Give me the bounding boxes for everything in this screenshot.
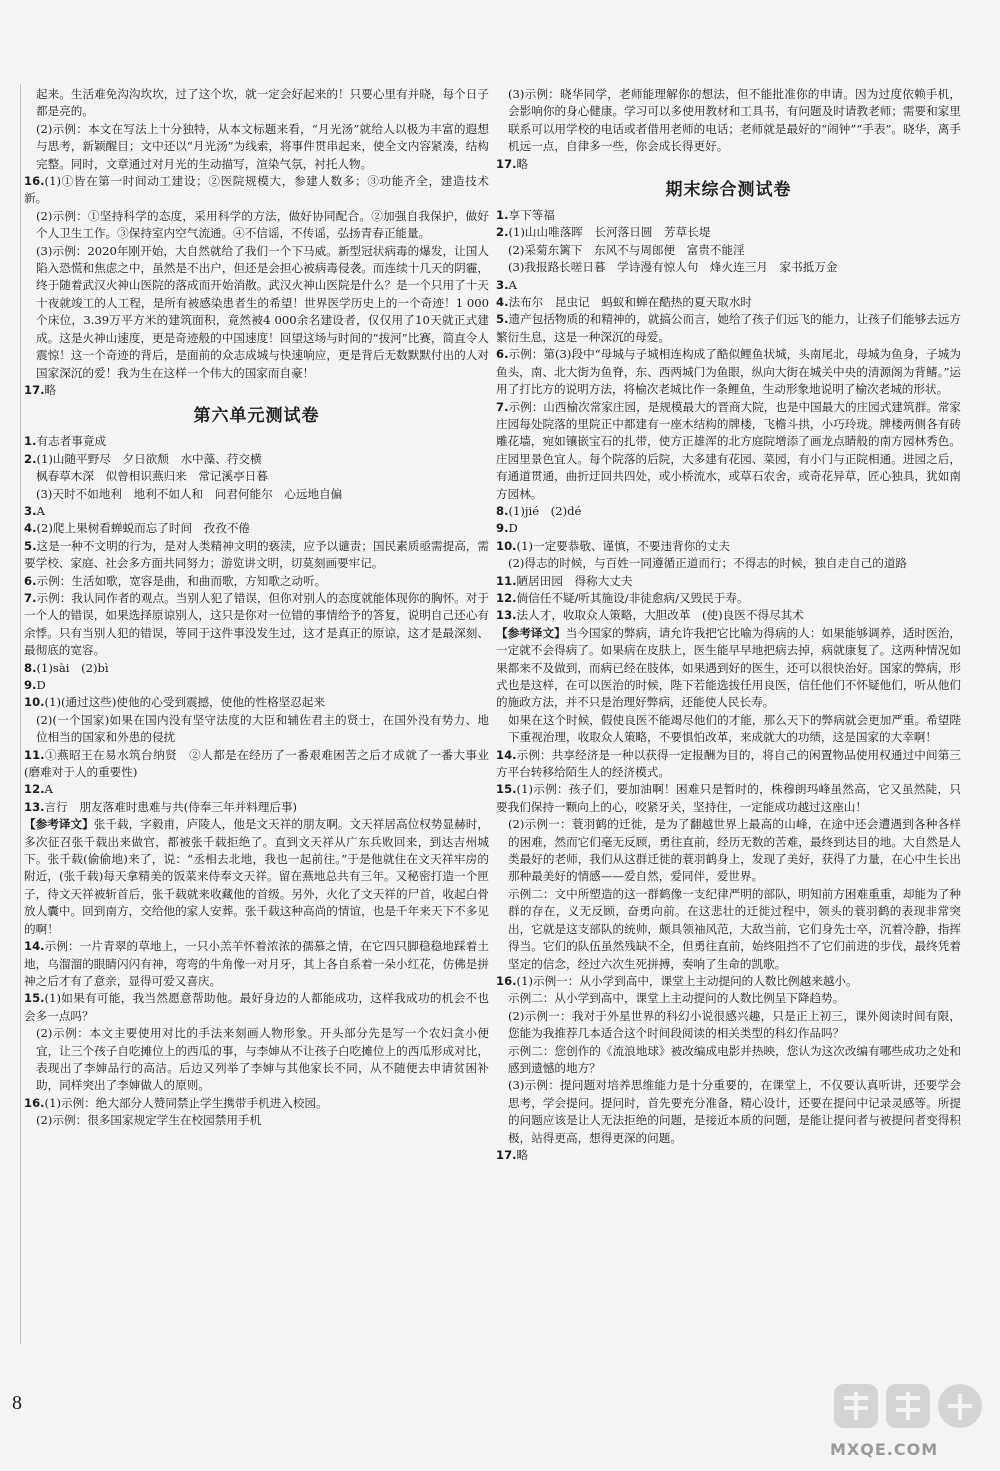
answer-text: A <box>44 782 53 797</box>
answer-text: 陋居田园 得称大丈夫 <box>516 573 633 588</box>
answer-item <box>24 503 489 520</box>
question-number: 8. <box>24 660 37 675</box>
section-title-final: 期末综合测试卷 <box>665 180 792 201</box>
answer-text: D <box>508 521 518 536</box>
answer-text: 倘信任不疑/听其施设/非徒愈病/又毁民于寿。 <box>516 590 749 605</box>
answer-text: (2)爬上果树看蝉蜕而忘了时间 孜孜不倦 <box>36 521 251 536</box>
question-number: 6. <box>24 573 37 588</box>
answer-text: (2)采菊东篱下 东风不与周郎便 富贵不能淫 <box>508 242 745 257</box>
answer-text: (2)示例：很多国家规定学生在校园禁用手机 <box>36 1113 262 1128</box>
answer-text: 略 <box>516 1147 529 1162</box>
answer-text: 示例：一片青翠的草地上，一只小羔羊怀着浓浓的孺慕之情，在它四只脚稳稳地踩着土地，乌溜溜的眼睛闪闪有神，弯弯的牛角像一对月牙，其上各自系着一朵小红花，仿佛是拼神之后才有了意亲，显得可爱又喜庆。 <box>24 939 489 988</box>
answer-item <box>24 747 489 782</box>
answer-item <box>496 520 961 537</box>
question-number: 14. <box>24 939 45 954</box>
reference-label: 【参考译文】 <box>496 625 566 640</box>
question-number: 7. <box>496 399 509 414</box>
question-number: 17. <box>496 156 517 171</box>
answer-paragraph <box>24 1112 489 1129</box>
question-number: 17. <box>496 1147 517 1162</box>
answer-text: (3)示例：提问题对培养思维能力是十分重要的，在课堂上，不仅要认真听讲，还要学会思考，学会提问。提问时，首先要充分准备，精心设计，还要在提问中记录灵感等。所提的问题应该是让人无法拒绝的问题，是接近本质的问题，是能让提问者与被提问者变得积极，站得更高，想得更深的问题。 <box>508 1078 961 1145</box>
answer-text: (3)天时不如地利 地利不如人和 问君何能尔 心远地自偏 <box>36 486 343 501</box>
question-number: 5. <box>496 312 509 327</box>
answer-paragraph <box>24 468 489 485</box>
answer-paragraph <box>496 886 961 973</box>
answer-paragraph <box>496 712 961 747</box>
answer-paragraph <box>24 486 489 503</box>
answer-text: 起来。生活难免沟沟坎坎，过了这个坎，就一定会好起来的！只要心里有并晓，每个日子都是亮的。 <box>36 87 489 119</box>
answer-text: 遗产包括物质的和精神的，就搞公而言，她给了孩子们远飞的能力，让孩子们能够去远方繁衍生息，这是一种深沉的母爱。 <box>496 312 961 344</box>
answer-item <box>496 973 961 990</box>
right-top-block <box>496 86 961 173</box>
left-margin-rule <box>20 84 21 1344</box>
answer-paragraph <box>496 1077 961 1147</box>
answer-text: 示例二：文中所塑造的这一群鹤像一支纪律严明的部队，明知前方困难重重，却能为了种群的存在，义无反顾，奋勇向前。在这悲壮的迁徙过程中，领头的蓑羽鹤的表现非常突出，它就是这支部队的统帅，颇具领袖风范，大敌当前，它们身先士卒，沉着冷静，指挥得当。它们的队伍虽然残缺不全，但勇往直前，始终阻挡不了它们前进的步伐，最终凭着坚定的信念，经过六次生死拼搏，奏响了生命的凯歌。 <box>508 886 961 971</box>
answer-text: 示例：我认同作者的观点。当别人犯了错误，但你对别人的态度就能体现你的胸怀。对于一个人的错误，如果选择原谅别人，这只是你对一位错的事情给予的答复，说明自己还心有余悸。只有当别人犯的错误，等同于这件事没发生过，这才是真正的原谅，这才是最深刻、最彻底的宽容。 <box>24 590 489 658</box>
question-number: 1. <box>24 434 37 449</box>
answer-item <box>24 694 489 711</box>
answer-item <box>24 781 489 798</box>
answer-paragraph <box>496 242 961 259</box>
reference-translation <box>24 816 489 938</box>
answer-text: 示例：第(3)段中“母城与子城相连构成了酷似鲤鱼状城，头南尾北，母城为鱼身，子城为鱼头，南、北大街为鱼脊，东、西两城门为鱼眼，纵向大街在城关中央的清源阁为背鳍。”运用了打比方的说明方法，将榆次老城比作一条鲤鱼，生动形象地说明了榆次老城的形状。 <box>496 347 961 397</box>
question-number: 9. <box>24 678 37 692</box>
answer-text: 有志者事竟成 <box>36 434 107 449</box>
question-number: 15. <box>24 991 45 1006</box>
answer-text: (1)sài (2)bì <box>36 660 109 675</box>
answer-text: ①燕昭王在易水筑台纳贤 ②人都是在经历了一番艰难困苦之后才成就了一番大事业(磨难对于人的重要性) <box>24 747 489 780</box>
answer-text: 这是一种不文明的行为，是对人类精神文明的亵渎，应予以谴责；国民素质亟需提高，需要学校、家庭、社会多方面共同努力；游览讲文明，切莫刻画要牢记。 <box>24 538 489 571</box>
answer-item <box>496 311 961 346</box>
question-number: 3. <box>24 503 37 518</box>
reference-label: 【参考译文】 <box>24 817 94 832</box>
answer-item <box>496 1147 961 1164</box>
question-number: 2. <box>24 451 37 466</box>
question-number: 16. <box>496 973 517 988</box>
question-number: 5. <box>24 538 37 553</box>
answer-paragraph <box>496 990 961 1007</box>
question-number: 11. <box>24 747 45 762</box>
answer-text: A <box>36 503 45 518</box>
answer-text: A <box>508 277 517 292</box>
answer-text: (1)如果有可能，我当然愿意帮助他。最好身边的人都能成功，这样我成功的机会不也会多一点吗？ <box>24 991 489 1023</box>
answer-paragraph <box>496 259 961 276</box>
question-number: 6. <box>496 347 509 362</box>
answer-paragraph <box>24 712 489 747</box>
answer-item <box>496 503 961 520</box>
answer-item <box>496 399 961 503</box>
answer-item <box>24 938 489 990</box>
answer-text: 法布尔 昆虫记 蚂蚁和蝉在酷热的夏天取水时 <box>508 295 752 310</box>
answer-text: (1)山山唯落晖 长河落日圆 芳草长堤 <box>508 225 711 240</box>
answer-paragraph <box>496 816 961 886</box>
answer-paragraph <box>24 121 489 173</box>
question-number: 12. <box>24 782 45 797</box>
answer-text: (3)示例：晓华同学，老师能理解你的想法，但不能批准你的申请。因为过度依赖手机，会影响你的身心健康。学习可以多使用教材和工具书，有问题及时请教老师；需要和家里联系可以用学校的电话或者借用老师的电话；老师就是最好的“闹钟”“手表”。晓华，离手机远一点，自律多一些，你会成长得更好。 <box>508 87 961 154</box>
answer-item <box>24 660 489 677</box>
answer-item <box>496 781 961 816</box>
answer-text: (1)一定要恭敬、谨慎，不要违背你的丈夫 <box>516 538 731 553</box>
answer-text: (3)示例：2020年刚开始，大自然就给了我们一个下马威。新型冠状病毒的爆发，让国人陷入恐慌和焦虑之中，虽然是不出户，但还是会担心被病毒侵袭。而连续十几天的阴霾，终于随着武汉火神山医院的落成而开始消散。武汉火神山医院是什么？是一个只用了十天十夜就竣工的人工程，是所有被感染患者生的希望！世界医学历史上的一个奇迹！1 000个床位，3.39万平方米的建筑面积，竟然被4 000余名建设者，仅仅用了10天就正式建成。这是火神山速度，更是奇迹般的中国速度！回望这场与时间的“拔河”比赛，简直令人震惊！这一个奇迹的背后，是面前的众志成城与快速响应，更是背后无数默默付出的人对国家深沉的爱！我为生在这样一个伟大的国家而自豪！ <box>36 243 489 380</box>
page-number: 8 <box>12 1392 22 1414</box>
left-top-block <box>24 86 489 399</box>
watermark-site: MXQE.COM <box>830 1440 939 1459</box>
answer-item <box>496 607 961 624</box>
answer-text: 示例：共享经济是一种以获得一定报酬为目的，将自己的闲置物品使用权通过中间第三方平台转移给陌生人的经济模式。 <box>496 747 961 780</box>
left-section-items <box>24 433 489 1129</box>
answer-text: 示例：生活如歌，宽容是曲，和曲而歌，方知歌之动听。 <box>36 573 327 588</box>
answer-item <box>24 173 489 208</box>
answer-text: 当今国家的弊病，请允许我把它比喻为得病的人：如果能够调养，适时医治，一定就不会得病了。如果病在皮肤上，医生能早早地把病去掉，病就康复了。这两种情况如果都来不及做到，而病已经在肢体，如果遇到好的医生，还可以很快治好。国家的弊病，形式也是这样，在可以医治的时候，陛下若能选拔任用良医，信任他们不怀疑他们，听从他们的施政方法，并不只是治理好弊病，还能使人民长寿。 <box>496 625 961 710</box>
answer-paragraph <box>24 243 489 382</box>
answer-text: (1)示例一：从小学到高中，课堂上主动提问的人数比例越来越小。 <box>516 973 858 988</box>
answer-text: 示例二：从小学到高中，课堂上主动提问的人数比例呈下降趋势。 <box>508 991 845 1006</box>
answer-text: (1)①皆在第一时间动工建设；②医院规模大，参建人数多；③功能齐全，建造技术新。 <box>24 174 489 206</box>
answer-text: (2)示例：本文主要使用对比的手法来刻画人物形象。开头部分先是写一个农妇贪小便宜，让三个孩子自吃摊位上的西瓜的事，与李婶从不让孩子白吃摊位上的西瓜形成对比，表现出了李婶品行的高洁。后边又列举了李婶与其他家长不同，从不随便去申请贫困补助，同样突出了李婶做人的原则。 <box>36 1026 489 1093</box>
question-number: 17. <box>24 382 45 397</box>
right-column <box>496 86 961 1164</box>
question-number: 11. <box>496 573 517 588</box>
answer-text: (2)示例一：蓑羽鹤的迁徙，是为了翻越世界上最高的山峰，在途中还会遭遇到各种各样的困难，然而它们毫无反顾，勇往直前，经历无数的苦难，最终到达目的地。大自然是人类最好的老师，我们从这群迁徙的蓑羽鹤身上，发现了美好，获得了力量，在心中生长出那种最美好的情感——爱自然，爱同伴，爱世界。 <box>508 817 961 884</box>
answer-text: 法人才，收取众人策略，大胆改革 (使)良医不得尽其术 <box>516 608 804 623</box>
answer-text: 略 <box>44 382 57 397</box>
left-column <box>24 86 489 1130</box>
answer-text: 张千载，字毅甫，庐陵人，他是文天祥的朋友啊。文天祥居高位权势显赫时，多次征召张千载出来做官，都被张千载拒绝了。直到文天祥从广东兵败回来，到达吉州城下。张千载(偷偷地)来了，说：“丞相去北地，我也一起前往。”于是他就住在文天祥牢房的附近，(张千载)每天拿精美的饭菜来侍奉文天祥。留在燕地总共有三年。又秘密打造一个匣子，待文天祥被斩首后，张千载就来收藏他的首级。另外，火化了文天祥的尸首，收起白骨放人囊中。回到南方，交给他的家人安葬。张千载这种高尚的情谊，也是千年来天下不多见的啊！ <box>24 817 489 936</box>
question-number: 1. <box>496 208 509 223</box>
answer-text: 享下等福 <box>508 208 555 223</box>
question-number: 10. <box>24 695 45 710</box>
answer-text: (1)示例：绝大部分人赞同禁止学生携带手机进入校园。 <box>44 1095 328 1110</box>
answer-text: (1)山随平野尽 夕日欲颓 水中藻、荇交横 <box>36 451 262 466</box>
question-number: 13. <box>496 608 517 623</box>
answer-item <box>24 590 489 660</box>
question-number: 10. <box>496 538 517 553</box>
answer-item <box>496 207 961 224</box>
answer-paragraph <box>24 1025 489 1095</box>
reference-translation <box>496 625 961 712</box>
question-number: 3. <box>496 277 509 292</box>
answer-text: (2)得志的时候，与百姓一同遵循正道而行；不得志的时候，独自走自己的道路 <box>508 556 908 571</box>
answer-item <box>24 1095 489 1112</box>
answer-item <box>496 747 961 782</box>
answer-text: (1)jié (2)dé <box>508 503 582 518</box>
answer-paragraph <box>496 86 961 156</box>
question-number: 16. <box>24 1095 45 1110</box>
answer-item <box>496 224 961 241</box>
answer-text: 示例：山西榆次常家庄园，是规模最大的晋商大院，也是中国最大的庄园式建筑群。常家庄园每处院落的里院正中都建有一座木结构的牌楼，飞檐斗拱，小巧玲珑。牌楼两侧各有砖雕花墙，宛如镶嵌宝石的扎带，使方正雄浑的北方庭院增添了画龙点睛般的南方园林秀色。庄园里景色宜人。每个院落的后院，大多建有花园、菜园，有小门与正院相通。进园之后，有通道贯通，曲折迂回共四处，或小桥流水，或草石农舍，或奇花异草，匠心独具，犹如南方园林。 <box>496 399 961 501</box>
answer-item <box>496 590 961 607</box>
question-number: 15. <box>496 782 517 797</box>
answer-item <box>24 677 489 694</box>
answer-paragraph <box>24 208 489 243</box>
answer-text: (3)我报路长嗟日暮 学诗漫有惊人句 烽火连三月 家书抵万金 <box>508 260 838 275</box>
answer-paragraph <box>496 1043 961 1078</box>
answer-item <box>496 538 961 555</box>
answer-text: (2)(一个国家)如果在国内没有坚守法度的大臣和辅佐君主的贤士，在国外没有势力、地位相当的国家和外患的侵扰 <box>36 712 489 745</box>
question-number: 14. <box>496 747 517 762</box>
question-number: 7. <box>24 590 37 605</box>
answer-text: 示例二：您创作的《流浪地球》被改编成电影并热映，您认为这次改编有哪些成功之处和感到遗憾的地方？ <box>508 1043 961 1075</box>
answer-item <box>24 451 489 468</box>
question-number: 13. <box>24 799 45 814</box>
answer-item <box>24 573 489 590</box>
question-number: 2. <box>496 225 509 240</box>
answer-text: (1)示例：孩子们，要加油啊！困难只是暂时的，株穆朗玛峰虽然高，它又虽然陡，只要我们保持一颗向上的心，咬紧牙关，坚持住，一定能成功越过这座山！ <box>496 782 961 814</box>
answer-item <box>496 156 961 173</box>
answer-item <box>24 520 489 537</box>
answer-item <box>496 573 961 590</box>
answer-text: (2)示例：本文在写法上十分独特，从本文标题来看，“月光汤”就给人以极为丰富的遐想与思考，新颖醒目；文中还以“月光汤”为线索，将事件贯串起来，使全文内容紧凑，结构完整。同时，文章通过对月光的生动描写，渲染气氛，衬托人物。 <box>36 121 489 171</box>
answer-item <box>24 538 489 573</box>
answer-item <box>24 382 489 399</box>
answer-paragraph <box>24 86 489 121</box>
right-section-items <box>496 207 961 1164</box>
answer-text: 略 <box>516 156 529 171</box>
question-number: 4. <box>496 295 509 310</box>
answer-paragraph <box>496 1008 961 1043</box>
answer-item <box>24 799 489 816</box>
question-number: 12. <box>496 590 517 605</box>
question-number: 4. <box>24 521 37 536</box>
answer-item <box>496 294 961 311</box>
answer-text: (2)示例一：我对于外星世界的科幻小说很感兴趣，只是正上初三，课外阅读时间有限，您能为我推荐几本适合这个时间段阅读的相关类型的科幻作品吗？ <box>508 1008 961 1041</box>
answer-text: D <box>36 678 46 692</box>
answer-item <box>24 433 489 450</box>
answer-text: 枫春草木深 似曾相识燕归来 常记溪亭日暮 <box>36 469 268 484</box>
answer-text: (2)示例：①坚持科学的态度，采用科学的方法，做好协同配合。②加强自我保护，做好个人卫生工作。③保持室内空气流通。④不信谣，不传谣，弘扬青春正能量。 <box>36 208 489 241</box>
answer-text: 言行 朋友落难时患难与共(侍奉三年并料理后事) <box>44 799 298 814</box>
answer-item <box>496 277 961 294</box>
answer-text: (1)(通过这些)使他的心受到震撼，使他的性格坚忍起来 <box>44 695 326 710</box>
answer-text: 如果在这个时候，假使良医不能竭尽他们的才能，那么天下的弊病就会更加严重。希望陛下重视治理，收取众人策略，不要惧怕改革，来成就大的功绩，这是国家的大幸啊！ <box>508 712 961 745</box>
answer-item <box>24 990 489 1025</box>
question-number: 16. <box>24 174 45 189</box>
section-title-unit6: 第六单元测试卷 <box>193 406 320 427</box>
question-number: 8. <box>496 503 509 518</box>
answer-paragraph <box>496 555 961 572</box>
answer-item <box>496 346 961 398</box>
question-number: 9. <box>496 521 509 536</box>
